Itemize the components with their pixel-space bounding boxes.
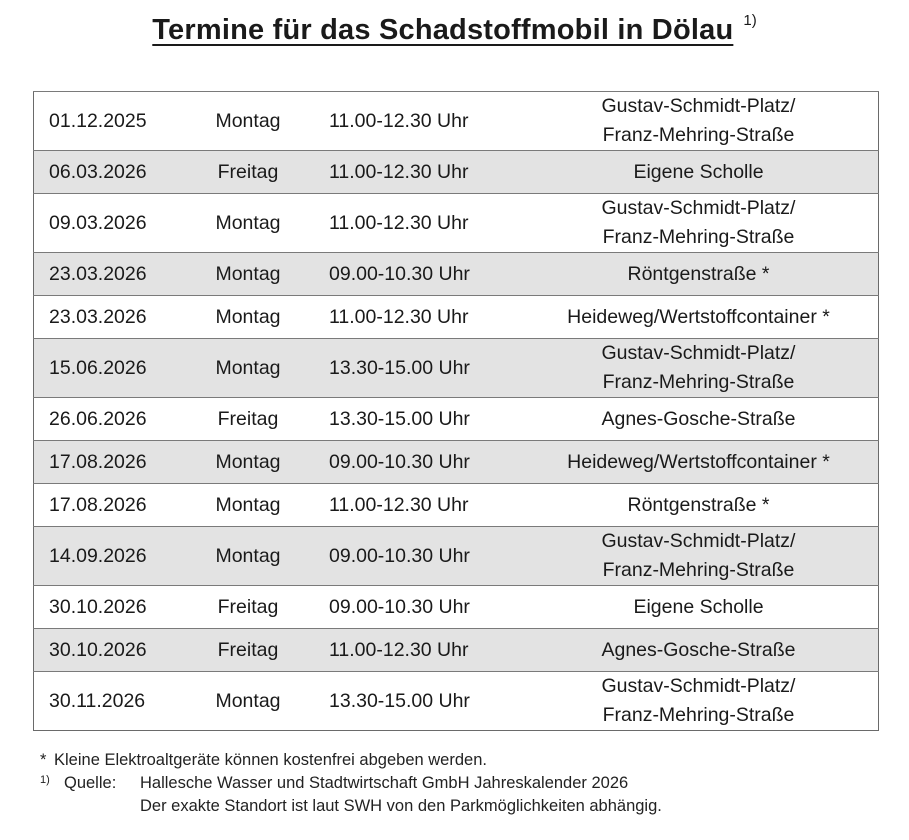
row-date: 26.06.2026 — [34, 398, 194, 441]
row-location-line: Röntgenstraße * — [627, 493, 770, 516]
row-weekday: Montag — [193, 92, 303, 151]
table-row — [34, 672, 879, 731]
row-location-line: Franz-Mehring-Straße — [602, 704, 795, 726]
row-date: 06.03.2026 — [34, 151, 194, 194]
title-area — [0, 14, 909, 47]
row-location-line: Franz-Mehring-Straße — [602, 124, 795, 146]
row-weekday: Montag — [193, 194, 303, 253]
table-row — [34, 398, 879, 441]
footnote-location-text: Der exakte Standort ist laut SWH von den Parkmöglichkeiten abhängig. — [140, 797, 662, 815]
row-location-line: Gustav-Schmidt-Platz/ — [601, 95, 796, 117]
row-location-line: Eigene Scholle — [633, 595, 764, 618]
row-time: 11.00-12.30 Uhr — [303, 194, 519, 253]
row-location-line: Franz-Mehring-Straße — [602, 559, 795, 581]
footnotes — [40, 749, 662, 818]
row-location — [519, 151, 879, 194]
footnote-star — [40, 749, 662, 772]
row-date: 23.03.2026 — [34, 296, 194, 339]
row-location-line: Gustav-Schmidt-Platz/ — [601, 197, 796, 219]
schedule-table — [33, 91, 879, 731]
footnote-star-text: Kleine Elektroaltgeräte können kostenfrei abgeben werden. — [54, 751, 487, 769]
table-row — [34, 484, 879, 527]
row-date: 30.10.2026 — [34, 629, 194, 672]
row-date: 17.08.2026 — [34, 441, 194, 484]
row-location — [519, 253, 879, 296]
row-time: 13.30-15.00 Uhr — [303, 398, 519, 441]
row-location-line: Agnes-Gosche-Straße — [601, 407, 796, 430]
footnote-location — [40, 795, 662, 818]
row-time: 11.00-12.30 Uhr — [303, 629, 519, 672]
footnote-source-label: Quelle: — [64, 774, 117, 792]
row-time: 09.00-10.30 Uhr — [303, 586, 519, 629]
row-location — [519, 339, 879, 398]
row-weekday: Montag — [193, 527, 303, 586]
row-location-line: Franz-Mehring-Straße — [602, 226, 795, 248]
row-location — [519, 296, 879, 339]
row-weekday: Freitag — [193, 151, 303, 194]
row-location — [519, 484, 879, 527]
table-row — [34, 194, 879, 253]
row-weekday: Montag — [193, 253, 303, 296]
row-date: 30.10.2026 — [34, 586, 194, 629]
table-row — [34, 151, 879, 194]
row-location — [519, 194, 879, 253]
footnote-star-marker: * — [40, 751, 47, 769]
footnote-source-marker: 1) — [40, 774, 50, 786]
table-row — [34, 527, 879, 586]
row-date: 30.11.2026 — [34, 672, 194, 731]
table-row — [34, 92, 879, 151]
table-row — [34, 441, 879, 484]
row-weekday: Freitag — [193, 586, 303, 629]
row-date: 15.06.2026 — [34, 339, 194, 398]
table-row — [34, 296, 879, 339]
row-weekday: Montag — [193, 296, 303, 339]
row-location-line: Eigene Scholle — [633, 160, 764, 183]
row-time: 11.00-12.30 Uhr — [303, 484, 519, 527]
row-location-line: Heideweg/Wertstoffcontainer * — [567, 305, 830, 328]
row-time: 11.00-12.30 Uhr — [303, 92, 519, 151]
table-row — [34, 253, 879, 296]
table-row — [34, 586, 879, 629]
row-time: 09.00-10.30 Uhr — [303, 527, 519, 586]
row-date: 23.03.2026 — [34, 253, 194, 296]
row-time: 11.00-12.30 Uhr — [303, 296, 519, 339]
row-location-line: Gustav-Schmidt-Platz/ — [601, 342, 796, 364]
row-time: 13.30-15.00 Uhr — [303, 339, 519, 398]
row-date: 14.09.2026 — [34, 527, 194, 586]
row-date: 17.08.2026 — [34, 484, 194, 527]
row-location — [519, 441, 879, 484]
footnote-source-text: Hallesche Wasser und Stadtwirtschaft GmbH Jahreskalender 2026 — [140, 774, 629, 792]
page-title: Termine für das Schadstoffmobil in Dölau — [152, 14, 734, 46]
row-location-line: Röntgenstraße * — [627, 262, 770, 285]
row-location — [519, 527, 879, 586]
row-weekday: Montag — [193, 339, 303, 398]
schedule-table-body — [34, 92, 879, 731]
row-time: 09.00-10.30 Uhr — [303, 441, 519, 484]
row-weekday: Montag — [193, 484, 303, 527]
row-weekday: Montag — [193, 672, 303, 731]
row-time: 09.00-10.30 Uhr — [303, 253, 519, 296]
row-location-line: Gustav-Schmidt-Platz/ — [601, 675, 796, 697]
row-location-line: Gustav-Schmidt-Platz/ — [601, 530, 796, 552]
row-location — [519, 398, 879, 441]
row-location-line: Franz-Mehring-Straße — [602, 371, 795, 393]
row-location-line: Agnes-Gosche-Straße — [601, 638, 796, 661]
row-weekday: Freitag — [193, 629, 303, 672]
row-location — [519, 672, 879, 731]
row-location-line: Heideweg/Wertstoffcontainer * — [567, 450, 830, 473]
row-time: 11.00-12.30 Uhr — [303, 151, 519, 194]
row-date: 01.12.2025 — [34, 92, 194, 151]
title-footnote-marker: 1) — [743, 12, 757, 29]
row-weekday: Montag — [193, 441, 303, 484]
table-row — [34, 629, 879, 672]
row-location — [519, 92, 879, 151]
row-location — [519, 586, 879, 629]
footnote-source — [40, 772, 662, 795]
row-date: 09.03.2026 — [34, 194, 194, 253]
row-weekday: Freitag — [193, 398, 303, 441]
row-time: 13.30-15.00 Uhr — [303, 672, 519, 731]
table-row — [34, 339, 879, 398]
row-location — [519, 629, 879, 672]
